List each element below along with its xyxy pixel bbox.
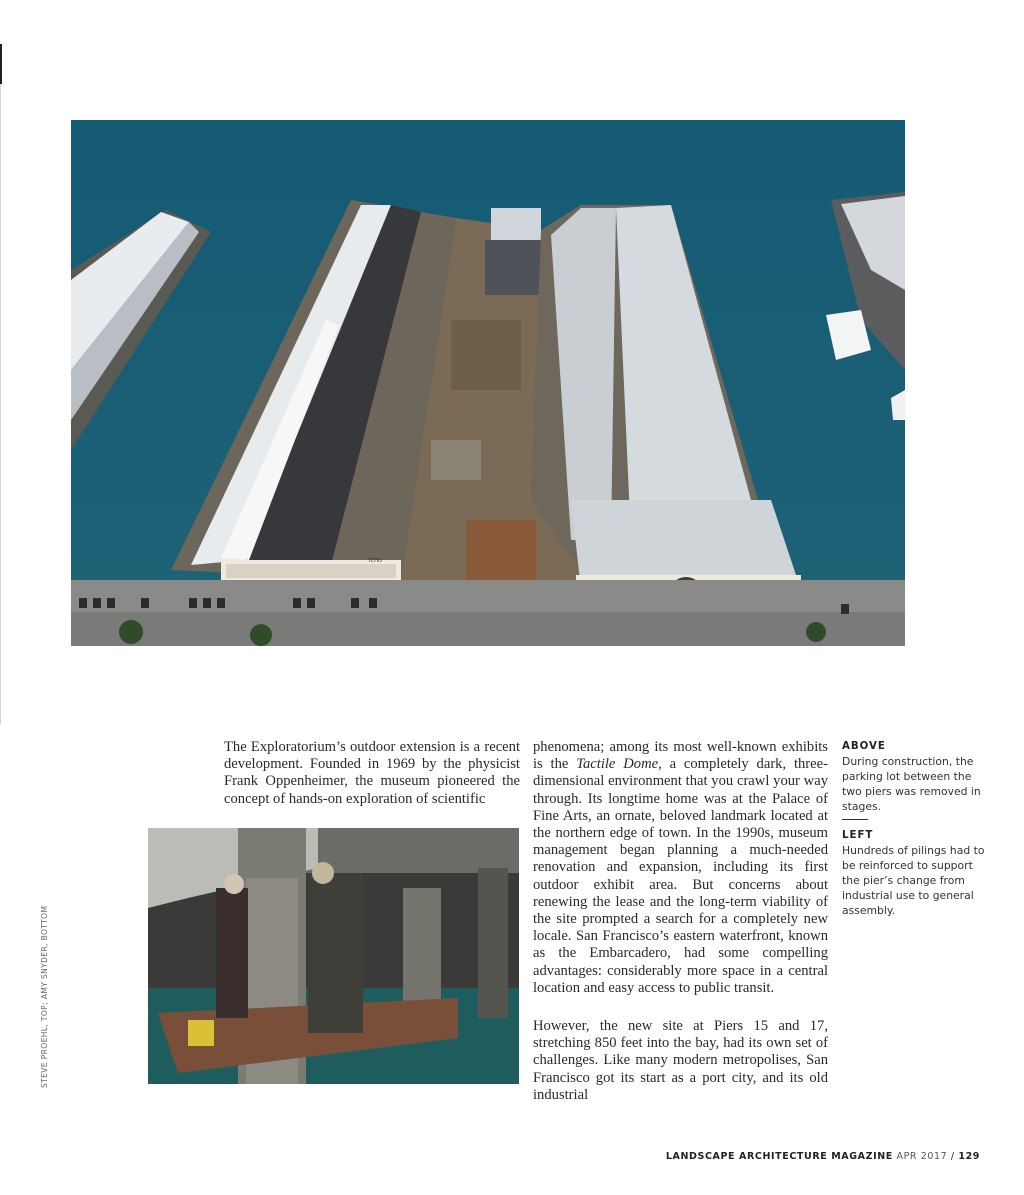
body-text: phenomena; among its most well-known exhibits is the bbox=[533, 739, 828, 773]
body-column-1 bbox=[224, 739, 520, 808]
caption-heading: LEFT bbox=[842, 830, 874, 841]
body-paragraph: However, the new site at Piers 15 and 17, stretching 850 feet into the bay, had its own set of challenges. Like many modern metropolises, San Francisco got its start as a port city, and its old industrial bbox=[533, 1018, 828, 1103]
caption-text: Hundreds of pilings had to be reinforced to support the pier’s change from industrial use to general assembly. bbox=[842, 844, 985, 917]
margin-rule bbox=[0, 44, 2, 84]
caption-divider bbox=[842, 819, 868, 820]
body-paragraph bbox=[533, 739, 828, 997]
sign-tech: TECH bbox=[276, 548, 290, 554]
sign-tcho: TCHO bbox=[368, 558, 382, 564]
body-column-2-continued bbox=[533, 1018, 828, 1104]
footer-separator: / bbox=[947, 1151, 959, 1162]
exhibit-title: Tactile Dome bbox=[576, 756, 659, 773]
magazine-name: LANDSCAPE ARCHITECTURE MAGAZINE bbox=[665, 1151, 893, 1162]
aerial-photo-piers bbox=[71, 120, 905, 646]
caption-left bbox=[842, 828, 992, 918]
issue-date: APR 2017 bbox=[896, 1151, 948, 1162]
photo-credit: STEVE PROEHL, TOP; AMY SNYDER, BOTTOM bbox=[40, 905, 49, 1088]
body-paragraph: The Exploratorium’s outdoor extension is a recent development. Founded in 1969 by the physicist Frank Oppenheimer, the museum pioneered the concept of hands-on exploration of scientific bbox=[224, 739, 520, 807]
margin-rule-light bbox=[0, 84, 1, 724]
caption-text: During construction, the parking lot between the two piers was removed in stages. bbox=[842, 755, 981, 813]
page-footer bbox=[666, 1151, 980, 1162]
page-number: 129 bbox=[958, 1151, 980, 1162]
caption-above bbox=[842, 739, 992, 814]
workers-photo-pilings bbox=[148, 828, 519, 1084]
caption-heading: ABOVE bbox=[842, 741, 886, 752]
body-text: , a completely dark, three-dimensional environment that you crawl your way through. Its longtime home was at the Palace of Fine Arts, an ornate, beloved landmark located at the northern edge of town. In the 1990s, museum management began planning a much-needed renovation and expansion, including its first outdoor exhibit area. But concerns about renewing the lease and the long-term viability of the site prompted a search for a completely new locale. San Francisco’s eastern waterfront, known as the Embarcadero, had some compelling advantages: considerably more space in a central location and easy access to public transit. bbox=[533, 756, 828, 996]
body-column-2 bbox=[533, 739, 828, 997]
